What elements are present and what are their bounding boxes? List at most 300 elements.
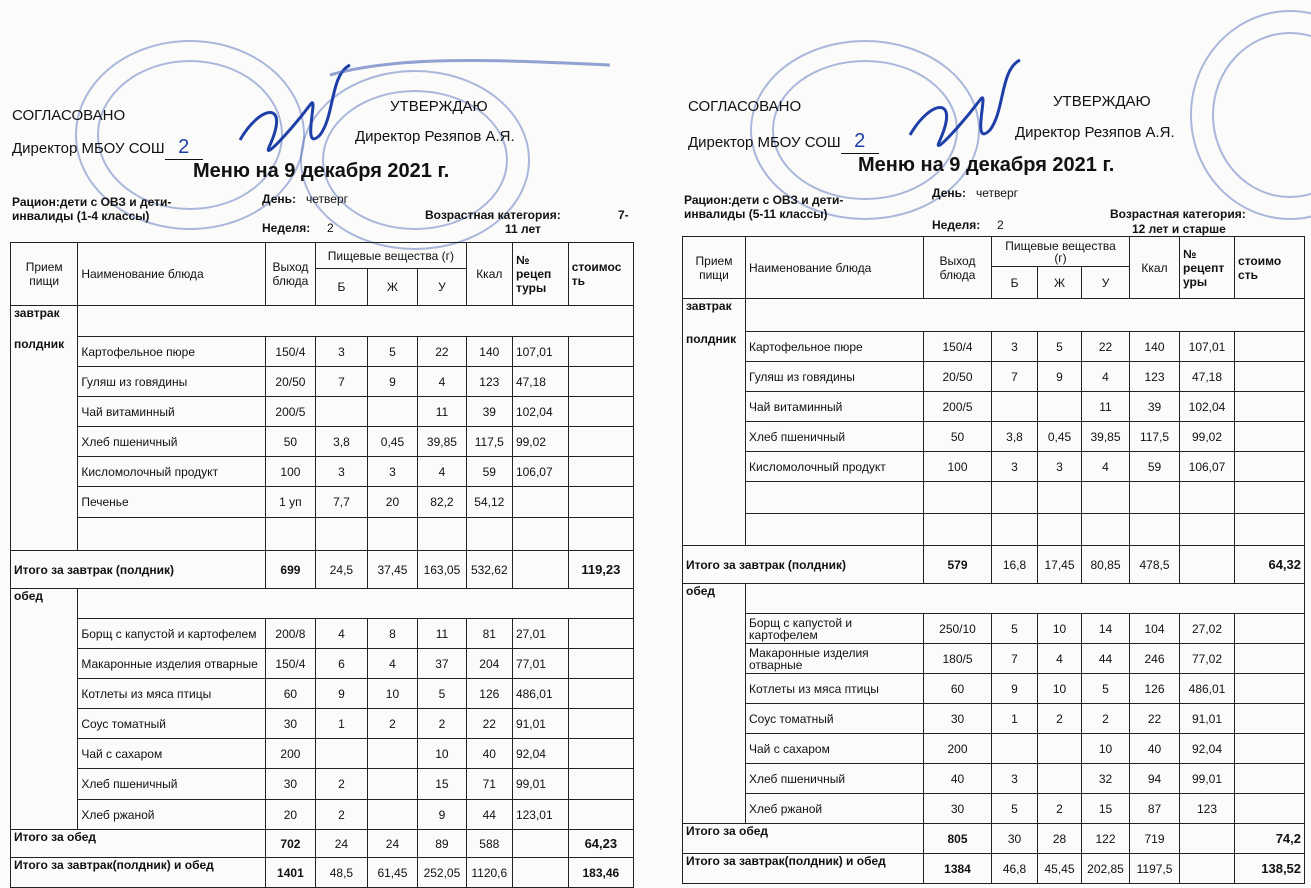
- cell-cost: [1235, 362, 1305, 392]
- cell-zh: 10: [367, 679, 418, 709]
- cell-b: [992, 392, 1038, 422]
- total-kcal: 719: [1130, 824, 1180, 854]
- meal-cell: [11, 649, 78, 679]
- total-kcal: 478,5: [1130, 546, 1180, 584]
- col-yield: Выход блюда: [265, 243, 316, 306]
- cell-name: Чай с сахаром: [78, 739, 265, 769]
- age-b: 12 лет и старше: [1132, 222, 1226, 236]
- cell-cost: [568, 619, 633, 649]
- cell-b: 3: [316, 457, 368, 487]
- cell-zh: 3: [1038, 452, 1082, 482]
- lunch-total-row: [683, 824, 1305, 854]
- cell-zh: 9: [367, 367, 418, 397]
- meal-cell: полдник: [11, 337, 78, 367]
- cell-zh: 2: [1038, 794, 1082, 824]
- cell-b: [316, 397, 368, 427]
- cell-cost: [568, 649, 633, 679]
- cell-u: 82,2: [418, 487, 466, 518]
- col-dish: Наименование блюда: [78, 243, 265, 306]
- table-row: [11, 769, 634, 800]
- grand-total-yield: 1401: [265, 858, 316, 888]
- meal-cell-empty: [11, 518, 78, 551]
- table-row: [11, 427, 634, 457]
- cell-b: 7: [992, 644, 1038, 674]
- menu-right-sheet: [670, 0, 1311, 881]
- cell-b: 3: [992, 452, 1038, 482]
- total-yield: 805: [924, 824, 992, 854]
- meal-cell: [683, 362, 746, 392]
- total-label: Итого за обед: [683, 824, 924, 854]
- breakfast-total-row: [683, 546, 1305, 584]
- meal-cell: [11, 397, 78, 427]
- table-row: [11, 487, 634, 518]
- cell-recipe: 47,18: [1180, 362, 1235, 392]
- meal-cell: [683, 794, 746, 824]
- cell-kcal: 140: [1130, 332, 1180, 362]
- cell-yield: 1 уп: [265, 487, 316, 518]
- cell-zh: 5: [367, 337, 418, 367]
- cell-b: 3: [316, 337, 368, 367]
- cell-name: Соус томатный: [746, 704, 924, 734]
- cell-yield: 30: [265, 709, 316, 739]
- cell-zh: 5: [1038, 332, 1082, 362]
- cell-zh: 10: [1038, 614, 1082, 644]
- cell-yield: 150/4: [265, 649, 316, 679]
- cell-kcal: 22: [1130, 704, 1180, 734]
- col-yield: Выход блюда: [924, 237, 992, 299]
- cell-zh: 0,45: [1038, 422, 1082, 452]
- cell-yield: 60: [924, 674, 992, 704]
- total-yield: 702: [265, 830, 316, 858]
- cell-recipe: 486,01: [512, 679, 568, 709]
- total-cost: 74,2: [1235, 824, 1305, 854]
- cell-recipe: 123,01: [512, 800, 568, 830]
- lunch-section-row: [11, 589, 634, 619]
- cell-yield: 250/10: [924, 614, 992, 644]
- cell-yield: 150/4: [265, 337, 316, 367]
- cell-b: 6: [316, 649, 368, 679]
- cell-cost: [568, 487, 633, 518]
- cell-zh: [367, 397, 418, 427]
- cell-name: Картофельное пюре: [746, 332, 924, 362]
- breakfast-spacer-row: [683, 482, 1305, 514]
- total-label: Итого за завтрак (полдник): [11, 551, 266, 589]
- table-row: [11, 800, 634, 830]
- cell-recipe: 486,01: [1180, 674, 1235, 704]
- cell-kcal: 40: [1130, 734, 1180, 764]
- table-row: [683, 392, 1305, 422]
- cell-name: Хлеб пшеничный: [78, 427, 265, 457]
- table-row: [683, 644, 1305, 674]
- cell-zh: 8: [367, 619, 418, 649]
- cell-recipe: 123: [1180, 794, 1235, 824]
- meal-cell: [11, 427, 78, 457]
- total-zh: 28: [1038, 824, 1082, 854]
- cell-yield: 30: [924, 704, 992, 734]
- cell-zh: [1038, 764, 1082, 794]
- cell-kcal: 246: [1130, 644, 1180, 674]
- table-row: [683, 422, 1305, 452]
- cell-zh: 10: [1038, 674, 1082, 704]
- grand-total-zh: 61,45: [367, 858, 418, 888]
- total-kcal: 532,62: [466, 551, 512, 589]
- cell-yield: 50: [265, 427, 316, 457]
- cell-b: 9: [316, 679, 368, 709]
- header-row-1: [11, 243, 634, 269]
- cell-u: 4: [418, 367, 466, 397]
- cell-recipe: [512, 487, 568, 518]
- cell-cost: [1235, 674, 1305, 704]
- section-spacer: [78, 306, 634, 337]
- cell-yield: 50: [924, 422, 992, 452]
- col-b: Б: [316, 269, 368, 306]
- meal-cell: [11, 457, 78, 487]
- ration-label: Рацион:дети с ОВЗ и дети- инвалиды (1-4 классы): [12, 195, 172, 223]
- cell-zh: 2: [1038, 704, 1082, 734]
- cell-u: 4: [1082, 362, 1130, 392]
- cell-zh: 2: [367, 709, 418, 739]
- cell-kcal: 40: [466, 739, 512, 769]
- cell-zh: [367, 769, 418, 800]
- col-recipe: № рецеп туры: [512, 243, 568, 306]
- cell-cost: [568, 709, 633, 739]
- total-u: 122: [1082, 824, 1130, 854]
- cell-kcal: 54,12: [466, 487, 512, 518]
- col-kcal: Ккал: [1130, 237, 1180, 299]
- meal-cell: [683, 422, 746, 452]
- age-label: Возрастная категория:: [1110, 207, 1246, 221]
- table-row: [11, 619, 634, 649]
- cell-b: 5: [992, 794, 1038, 824]
- meal-cell: [683, 704, 746, 734]
- table-row: [11, 457, 634, 487]
- table-row: [11, 367, 634, 397]
- cell-cost: [1235, 392, 1305, 422]
- approved-label: СОГЛАСОВАНО: [12, 107, 126, 124]
- total-yield: 579: [924, 546, 992, 584]
- cell-kcal: 71: [466, 769, 512, 800]
- cell-kcal: 117,5: [1130, 422, 1180, 452]
- lunch-rows: [683, 614, 1305, 824]
- cell-recipe: 102,04: [512, 397, 568, 427]
- cell-cost: [568, 427, 633, 457]
- grand-total-recipe: [512, 858, 568, 888]
- meal-cell: [11, 679, 78, 709]
- menu-left-sheet: [0, 0, 650, 881]
- table-row: [11, 337, 634, 367]
- cell-name: Кисломолочный продукт: [78, 457, 265, 487]
- header-row-1: [683, 237, 1305, 267]
- cell-kcal: 59: [1130, 452, 1180, 482]
- col-zh: Ж: [367, 269, 418, 306]
- cell-kcal: 44: [466, 800, 512, 830]
- cell-yield: 20/50: [924, 362, 992, 392]
- total-cost: 119,23: [568, 551, 633, 589]
- total-zh: 24: [367, 830, 418, 858]
- cell-zh: 0,45: [367, 427, 418, 457]
- cell-kcal: 39: [466, 397, 512, 427]
- col-dish: Наименование блюда: [746, 237, 924, 299]
- cell-kcal: 94: [1130, 764, 1180, 794]
- age-a: 7-: [618, 208, 629, 222]
- cell-zh: [1038, 392, 1082, 422]
- cell-zh: [367, 800, 418, 830]
- lunch-total-row: [11, 830, 634, 858]
- cell-kcal: 87: [1130, 794, 1180, 824]
- cell-zh: 9: [1038, 362, 1082, 392]
- cell-cost: [1235, 794, 1305, 824]
- cell-b: 7,7: [316, 487, 368, 518]
- meal-lunch: обед: [11, 589, 78, 619]
- cell-u: 37: [418, 649, 466, 679]
- cell-yield: 200: [924, 734, 992, 764]
- cell-cost: [1235, 614, 1305, 644]
- cell-cost: [568, 800, 633, 830]
- cell-recipe: 99,02: [512, 427, 568, 457]
- cell-yield: 180/5: [924, 644, 992, 674]
- col-cost: стоимо сть: [1235, 237, 1305, 299]
- cell-cost: [1235, 734, 1305, 764]
- meal-cell: [11, 739, 78, 769]
- cell-kcal: 123: [466, 367, 512, 397]
- cell-yield: 200/8: [265, 619, 316, 649]
- cell-cost: [1235, 332, 1305, 362]
- cell-recipe: 107,01: [512, 337, 568, 367]
- grand-total-row: [11, 858, 634, 888]
- cell-yield: 20: [265, 800, 316, 830]
- cell-kcal: 39: [1130, 392, 1180, 422]
- grand-total-b: 48,5: [316, 858, 368, 888]
- total-recipe: [512, 830, 568, 858]
- cell-u: 39,85: [418, 427, 466, 457]
- cell-zh: [367, 739, 418, 769]
- cell-u: 15: [1082, 794, 1130, 824]
- col-u: У: [1082, 267, 1130, 299]
- cell-yield: 30: [924, 794, 992, 824]
- breakfast-rows: [683, 332, 1305, 482]
- meal-cell: [11, 800, 78, 830]
- cell-b: 2: [316, 800, 368, 830]
- cell-yield: 200/5: [924, 392, 992, 422]
- cell-b: 1: [316, 709, 368, 739]
- total-b: 16,8: [992, 546, 1038, 584]
- col-meal: Прием пищи: [683, 237, 746, 299]
- cell-b: [316, 739, 368, 769]
- lunch-rows: [11, 619, 634, 830]
- grand-total-kcal: 1197,5: [1130, 854, 1180, 884]
- total-u: 163,05: [418, 551, 466, 589]
- cell-zh: 4: [1038, 644, 1082, 674]
- meal-breakfast: завтрак: [11, 306, 78, 337]
- meal-cell-empty: [683, 514, 746, 546]
- cell-name: Чай витаминный: [78, 397, 265, 427]
- cell-u: 4: [1082, 452, 1130, 482]
- cell-name: Хлеб пшеничный: [746, 422, 924, 452]
- table-row: [11, 709, 634, 739]
- cell-recipe: 91,01: [512, 709, 568, 739]
- total-b: 24,5: [316, 551, 368, 589]
- table-row: [683, 734, 1305, 764]
- cell-recipe: 91,01: [1180, 704, 1235, 734]
- grand-total-zh: 45,45: [1038, 854, 1082, 884]
- table-row: [11, 649, 634, 679]
- total-label: Итого за завтрак (полдник): [683, 546, 924, 584]
- cell-yield: 150/4: [924, 332, 992, 362]
- table-row: [683, 674, 1305, 704]
- approved-label: СОГЛАСОВАНО: [688, 98, 802, 115]
- menu-table-right: [682, 236, 1305, 884]
- total-recipe: [1180, 546, 1235, 584]
- cell-name: Котлеты из мяса птицы: [746, 674, 924, 704]
- cell-recipe: 106,07: [1180, 452, 1235, 482]
- cell-cost: [568, 457, 633, 487]
- cell-kcal: 140: [466, 337, 512, 367]
- cell-name: Гуляш из говядины: [746, 362, 924, 392]
- total-zh: 37,45: [367, 551, 418, 589]
- meal-cell: [11, 487, 78, 518]
- table-row: [683, 332, 1305, 362]
- cell-recipe: 102,04: [1180, 392, 1235, 422]
- cell-u: 10: [418, 739, 466, 769]
- total-yield: 699: [265, 551, 316, 589]
- cell-recipe: 77,02: [1180, 644, 1235, 674]
- cell-b: 1: [992, 704, 1038, 734]
- total-cost: 64,32: [1235, 546, 1305, 584]
- cell-recipe: 47,18: [512, 367, 568, 397]
- cell-b: 2: [316, 769, 368, 800]
- cell-yield: 20/50: [265, 367, 316, 397]
- cell-cost: [568, 679, 633, 709]
- meal-cell: [683, 392, 746, 422]
- cell-u: 11: [418, 619, 466, 649]
- breakfast-spacer-row: [683, 514, 1305, 546]
- breakfast-section-row: [683, 299, 1305, 332]
- cell-recipe: 92,04: [1180, 734, 1235, 764]
- meal-cell: [683, 614, 746, 644]
- cell-name: Соус томатный: [78, 709, 265, 739]
- grand-total-cost: 183,46: [568, 858, 633, 888]
- col-zh: Ж: [1038, 267, 1082, 299]
- cell-name: Хлеб пшеничный: [78, 769, 265, 800]
- cell-name: Печенье: [78, 487, 265, 518]
- cell-name: Макаронные изделия отварные: [746, 644, 924, 674]
- cell-u: 32: [1082, 764, 1130, 794]
- cell-name: Хлеб пшеничный: [746, 764, 924, 794]
- cell-cost: [1235, 764, 1305, 794]
- age-label: Возрастная категория:: [425, 208, 561, 222]
- cell-recipe: 77,01: [512, 649, 568, 679]
- cell-u: 4: [418, 457, 466, 487]
- cell-name: Котлеты из мяса птицы: [78, 679, 265, 709]
- table-row: [683, 614, 1305, 644]
- meal-cell: [683, 734, 746, 764]
- cell-kcal: 123: [1130, 362, 1180, 392]
- cell-u: 2: [1082, 704, 1130, 734]
- cell-yield: 100: [924, 452, 992, 482]
- week-field: Неделя: 2: [262, 221, 334, 235]
- cell-u: 14: [1082, 614, 1130, 644]
- cell-kcal: 126: [466, 679, 512, 709]
- total-kcal: 588: [466, 830, 512, 858]
- cell-u: 5: [418, 679, 466, 709]
- cell-cost: [568, 367, 633, 397]
- cell-zh: 3: [367, 457, 418, 487]
- section-spacer: [78, 589, 634, 619]
- cell-recipe: 99,01: [1180, 764, 1235, 794]
- cell-name: Гуляш из говядины: [78, 367, 265, 397]
- week-field: Неделя: 2: [932, 218, 1004, 232]
- table-row: [11, 679, 634, 709]
- meal-cell: полдник: [683, 332, 746, 362]
- total-b: 30: [992, 824, 1038, 854]
- cell-zh: 20: [367, 487, 418, 518]
- director-left-label: Директор МБОУ СОШ 2: [12, 136, 203, 160]
- cell-recipe: 27,02: [1180, 614, 1235, 644]
- cell-kcal: 204: [466, 649, 512, 679]
- director-right-label: Директор Резяпов А.Я.: [355, 128, 515, 145]
- school-number: 2: [841, 130, 879, 154]
- cell-cost: [568, 739, 633, 769]
- cell-yield: 200: [265, 739, 316, 769]
- meal-cell: [683, 452, 746, 482]
- cell-u: 11: [418, 397, 466, 427]
- lunch-section-row: [683, 584, 1305, 614]
- cell-u: 44: [1082, 644, 1130, 674]
- grand-total-label: Итого за завтрак(полдник) и обед: [11, 858, 266, 888]
- table-row: [683, 362, 1305, 392]
- cell-name: Картофельное пюре: [78, 337, 265, 367]
- cell-u: 22: [1082, 332, 1130, 362]
- total-u: 80,85: [1082, 546, 1130, 584]
- total-cost: 64,23: [568, 830, 633, 858]
- cell-name: Хлеб ржаной: [78, 800, 265, 830]
- cell-recipe: 99,02: [1180, 422, 1235, 452]
- meal-cell: [683, 674, 746, 704]
- meal-lunch: обед: [683, 584, 746, 614]
- cell-cost: [568, 397, 633, 427]
- grand-total-recipe: [1180, 854, 1235, 884]
- grand-total-label: Итого за завтрак(полдник) и обед: [683, 854, 924, 884]
- cell-kcal: 59: [466, 457, 512, 487]
- section-spacer: [746, 584, 1305, 614]
- cell-u: 11: [1082, 392, 1130, 422]
- director-left-label: Директор МБОУ СОШ 2: [688, 130, 879, 154]
- director-right-label: Директор Резяпов А.Я.: [1015, 124, 1175, 141]
- cell-b: 4: [316, 619, 368, 649]
- col-b: Б: [992, 267, 1038, 299]
- cell-name: Чай с сахаром: [746, 734, 924, 764]
- cell-kcal: 104: [1130, 614, 1180, 644]
- cell-name: Макаронные изделия отварные: [78, 649, 265, 679]
- grand-total-cost: 138,52: [1235, 854, 1305, 884]
- table-row: [11, 397, 634, 427]
- cell-b: 7: [992, 362, 1038, 392]
- col-kcal: Ккал: [466, 243, 512, 306]
- meal-cell: [11, 367, 78, 397]
- seal-stamp-right: [1190, 10, 1311, 220]
- approve-label: УТВЕРЖДАЮ: [390, 98, 488, 115]
- table-row: [683, 764, 1305, 794]
- cell-b: 9: [992, 674, 1038, 704]
- meal-breakfast: завтрак: [683, 299, 746, 332]
- meal-cell: [683, 764, 746, 794]
- breakfast-total-row: [11, 551, 634, 589]
- cell-u: 5: [1082, 674, 1130, 704]
- cell-cost: [568, 337, 633, 367]
- cell-recipe: 92,04: [512, 739, 568, 769]
- cell-name: Чай витаминный: [746, 392, 924, 422]
- cell-cost: [1235, 452, 1305, 482]
